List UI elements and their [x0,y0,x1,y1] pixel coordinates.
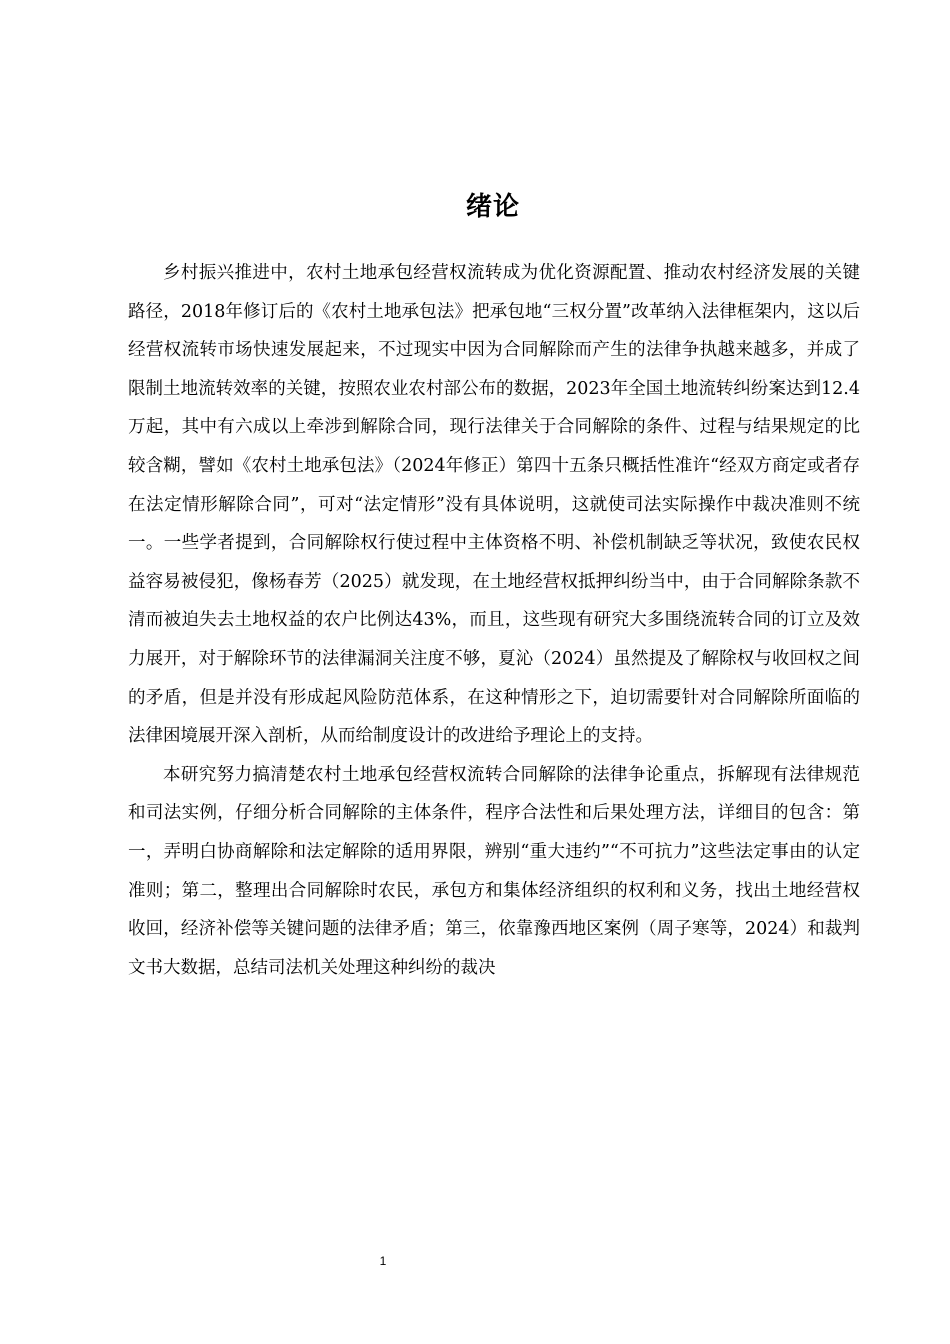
page-title: 绪论 [465,192,520,223]
page-number: 1 [379,1254,387,1268]
paragraph-1: 乡村振兴推进中，农村土地承包经营权流转成为优化资源配置、推动农村经济发展的关键路径，2018年修订后的《农村土地承包法》把承包地“三权分置”改革纳入法律框架内，这以后经营权流转市场快速发展起来，不过现实中因为合同解除而产生的法律争执越来越多，并成了限制土地流转效率的关键，按照农业农村部公布的数据，2023年全国土地流转纠纷案达到12.4万起，其中有六成以上牵涉到解除合同，现行法律关于合同解除的条件、过程与结果规定的比较含糊，譬如《农村土地承包法》（2024年修正）第四十五条只概括性准许“经双方商定或者存在法定情形解除合同”，可对“法定情形”没有具体说明，这就使司法实际操作中裁决准则不统一。一些学者提到，合同解除权行使过程中主体资格不明、补偿机制缺乏等状况，致使农民权益容易被侵犯，像杨春芳（2025）就发现，在土地经营权抵押纠纷当中，由于合同解除条款不清而被迫失去土地权益的农户比例达43%，而且，这些现有研究大多围绕流转合同的订立及效力展开，对于解除环节的法律漏洞关注度不够，夏沁（2024）虽然提及了解除权与收回权之间的矛盾，但是并没有形成起风险防范体系，在这种情形之下，迫切需要针对合同解除所面临的法律困境展开深入剖析，从而给制度设计的改进给予理论上的支持。 [128,263,860,747]
body-text [128,254,860,987]
paragraph-2: 本研究努力搞清楚农村土地承包经营权流转合同解除的法律争论重点，拆解现有法律规范和司法实例，仔细分析合同解除的主体条件，程序合法性和后果处理方法，详细目的包含：第一，弄明白协商解除和法定解除的适用界限，辨别“重大违约”“不可抗力”这些法定事由的认定准则；第二，整理出合同解除时农民，承包方和集体经济组织的权利和义务，找出土地经营权收回，经济补偿等关键问题的法律矛盾；第三，依靠豫西地区案例（周子寒等，2024）和裁判文书大数据，总结司法机关处理这种纠纷的裁决 [128,764,860,978]
